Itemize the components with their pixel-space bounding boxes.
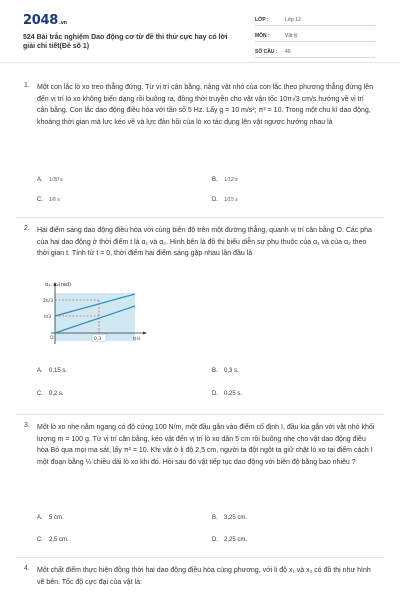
answer-text: 0,3 s. xyxy=(224,368,239,374)
answer-d[interactable] xyxy=(212,391,242,397)
answer-b[interactable] xyxy=(212,515,247,521)
question-divider xyxy=(16,557,384,558)
answer-d[interactable] xyxy=(212,537,247,543)
document-header xyxy=(0,0,400,66)
origin-label: O xyxy=(50,336,54,341)
answer-text: 0,2 s. xyxy=(49,391,64,397)
meta-label-mon: MÔN : xyxy=(255,33,270,39)
meta-row-mon xyxy=(255,29,375,42)
phase-time-graph xyxy=(37,278,152,354)
answer-letter: B. xyxy=(212,515,218,521)
answer-a[interactable] xyxy=(37,515,64,521)
tick-label-pi3: π/3 xyxy=(44,315,52,320)
answer-text: 3,25 cm. xyxy=(224,515,248,521)
answer-text: 1/12 s xyxy=(224,177,238,183)
meta-label-lop: LỚP : xyxy=(255,17,269,23)
meta-row-socau xyxy=(255,45,375,58)
answer-text: 0,15 s. xyxy=(49,368,68,374)
answer-text: 0,25 s. xyxy=(224,391,243,397)
x-axis-arrow xyxy=(143,332,147,335)
answer-letter: B. xyxy=(212,368,218,374)
logo-suffix: .vn xyxy=(58,20,67,26)
question-text: Hai điểm sáng dao động điều hòa với cùng biên độ trên một đường thẳng, quanh vị trí cân bằng O. Các pha của hai dao động ở thời điểm t là α₁ và α₂. Hình bên là đồ thị biểu diễn sự phụ thuộc của α₁ và của α₂ theo thời gian t. Tính từ t = 0, thời điểm hai điểm sáng gặp nhau lần đầu là xyxy=(37,227,372,258)
answer-letter: C. xyxy=(37,537,43,543)
answer-b[interactable] xyxy=(212,368,239,374)
question-divider xyxy=(16,217,384,218)
meta-value-mon: Vật lý xyxy=(285,33,298,39)
answer-text: 1/30 s xyxy=(49,177,63,183)
answer-a[interactable] xyxy=(37,177,63,183)
answer-letter: D. xyxy=(212,197,218,203)
answer-text: 2,5 cm. xyxy=(49,537,69,543)
meta-panel xyxy=(255,13,375,61)
answer-a[interactable] xyxy=(37,368,67,374)
site-logo[interactable] xyxy=(23,13,67,28)
question-divider xyxy=(16,414,384,415)
document-title: 524 Bài trắc nghiệm Dao động cơ từ đề thi thử cực hay có lời giải chi tiết(Đề số 1) xyxy=(23,34,228,50)
tick-label-03: 0,3 xyxy=(94,337,102,342)
meta-value-socau: 40 xyxy=(285,49,291,55)
answer-c[interactable] xyxy=(37,537,69,543)
answer-letter: A. xyxy=(37,177,43,183)
x-axis-label: t(s) xyxy=(133,337,141,342)
answer-text: 5 cm. xyxy=(49,515,64,521)
question-number: 4. xyxy=(24,565,30,572)
header-divider xyxy=(0,62,400,63)
answer-c[interactable] xyxy=(37,391,64,397)
answer-letter: C. xyxy=(37,197,43,203)
answer-letter: D. xyxy=(212,391,218,397)
meta-value-lop: Lớp 12 xyxy=(285,17,301,23)
tick-label-2pi3: 2π/3 xyxy=(43,299,53,304)
answer-b[interactable] xyxy=(212,177,238,183)
answer-text: 1/15 s xyxy=(224,197,238,203)
answer-c[interactable] xyxy=(37,197,60,203)
answer-letter: B. xyxy=(212,177,218,183)
question-number: 3. xyxy=(24,422,30,429)
question-text: Một con lắc lò xo treo thẳng đứng. Từ vị trí cân bằng, nâng vật nhỏ của con lắc theo phương thẳng đứng lên đến vị trí lò xo không biến dạng rồi buông ra, đồng thời truyền cho vật vận tốc 10π√3 cm/s hướng về vị trí cân bằng. Con lắc dao động điều hòa với tần số 5 Hz. Lấy g = 10 m/s²; π² = 10. Trong một chu kì dao động, khoảng thời gian mà lực kéo về và lực đàn hồi của lò xo tác dụng lên vật ngược hướng nhau là xyxy=(37,84,374,126)
answer-letter: A. xyxy=(37,515,43,521)
logo-text: 2048 xyxy=(23,13,58,28)
question-text: Một lò xo nhẹ nằm ngang có độ cứng 100 N/m, một đầu gắn vào điểm cố định I, đầu kia gắn với vật nhỏ khối lượng m = 100 g. Từ vị trí cân bằng, kéo vật đến vị trí lò xo dãn 5 cm rồi buông nhẹ cho vật dao động điều hòa Bỏ qua mọi ma sát, lấy π² = 10. Khi vật ở li độ 2,5 cm, người ta đột ngột ta giữ chặt lò xo tại điểm cách I một đoạn bằng ¼ chiều dài lò xo khi đó. Hỏi sau đó vật tiếp tục dao động với biên độ bằng bao nhiêu ? xyxy=(37,424,375,466)
question-number: 2. xyxy=(24,225,30,232)
meta-label-socau: SỐ CÂU : xyxy=(255,49,278,55)
question-number: 1. xyxy=(24,82,30,89)
answer-text: 2,25 cm. xyxy=(224,537,248,543)
answer-text: 1/6 s xyxy=(49,197,60,203)
question-text: Một chất điểm thực hiện đồng thời hai dao động điều hòa cùng phương, với li độ x₁ và x₂ có đồ thị như hình vẽ bên. Tốc độ cực đại của vật là: xyxy=(37,567,371,586)
meta-row-lop xyxy=(255,13,375,26)
answer-d[interactable] xyxy=(212,197,238,203)
y-axis-label: α₁, α₂(rad) xyxy=(45,282,71,288)
answer-letter: C. xyxy=(37,391,43,397)
answer-letter: D. xyxy=(212,537,218,543)
answer-letter: A. xyxy=(37,368,43,374)
